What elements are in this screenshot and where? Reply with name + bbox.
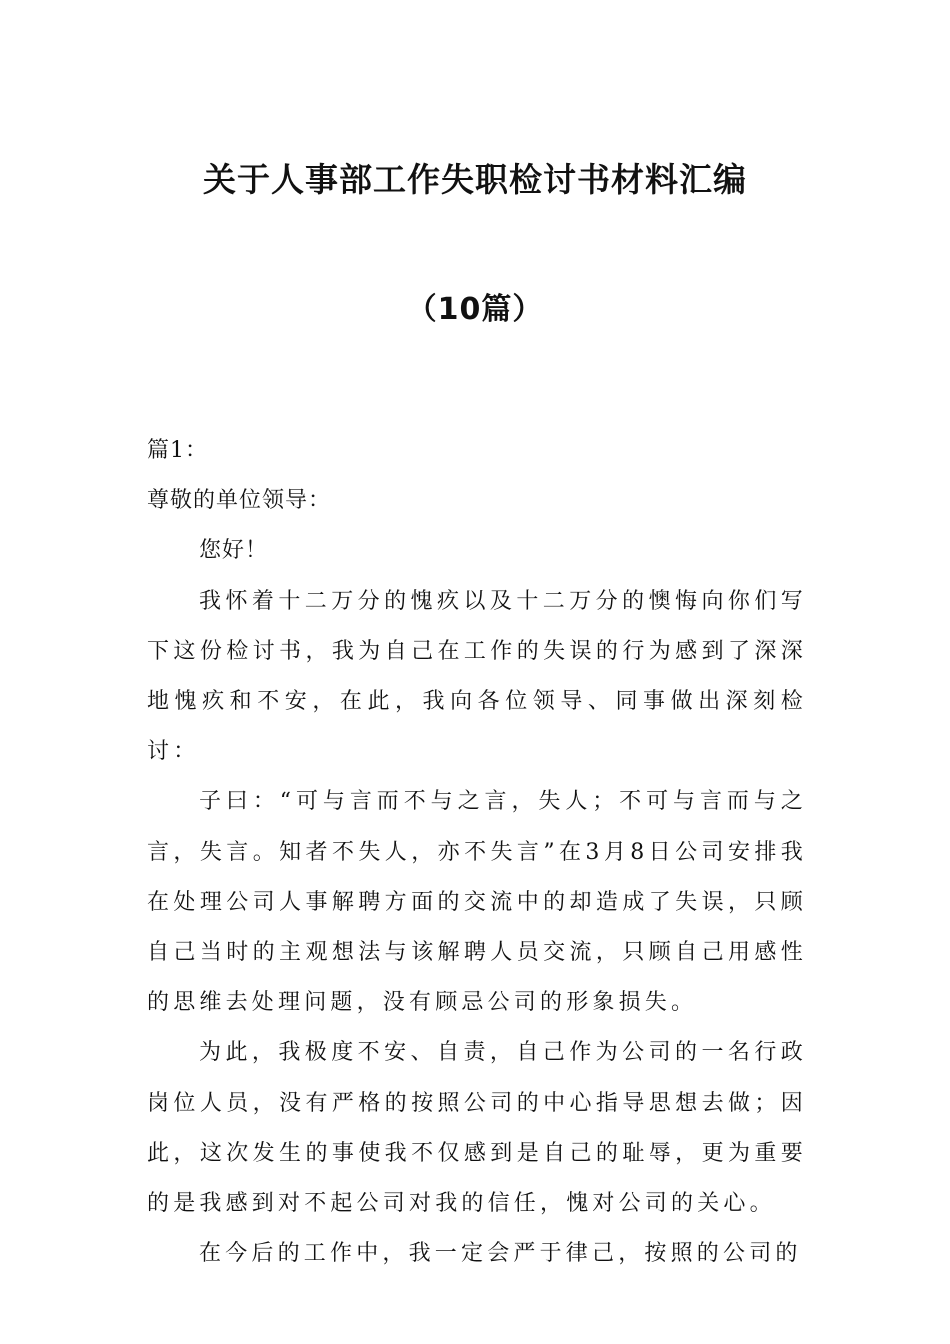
paragraph: 我怀着十二万分的愧疚以及十二万分的懊悔向你们写下这份检讨书，我为自己在工作的失误的行为感到了深深地愧疚和不安，在此，我向各位领导、同事做出深刻检讨： bbox=[147, 588, 807, 765]
document-body bbox=[147, 426, 807, 1279]
paragraph: 为此，我极度不安、自责，自己作为公司的一名行政岗位人员，没有严格的按照公司的中心指导思想去做；因此，这次发生的事使我不仅感到是自己的耻辱，更为重要的是我感到对不起公司对我的信任，愧对公司的关心。 bbox=[147, 1040, 807, 1217]
paragraph: 在今后的工作中，我一定会严于律己，按照的公司的 bbox=[199, 1241, 802, 1267]
section-label: 篇1： bbox=[147, 438, 208, 463]
greeting: 您好！ bbox=[199, 538, 269, 564]
document-subtitle: （10篇） bbox=[406, 292, 544, 327]
paragraph: 子曰：“可与言而不与之言，失人；不可与言而与之言，失言。知者不失人，亦不失言”在3月8日公司安排我在处理公司人事解聘方面的交流中的却造成了失误，只顾自己当时的主观想法与该解聘人员交流，只顾自己用感性的思维去处理问题，没有顾忌公司的形象损失。 bbox=[147, 789, 807, 1016]
document-title: 关于人事部工作失职检讨书材料汇编 bbox=[203, 160, 747, 199]
salutation: 尊敬的单位领导： bbox=[147, 488, 332, 514]
